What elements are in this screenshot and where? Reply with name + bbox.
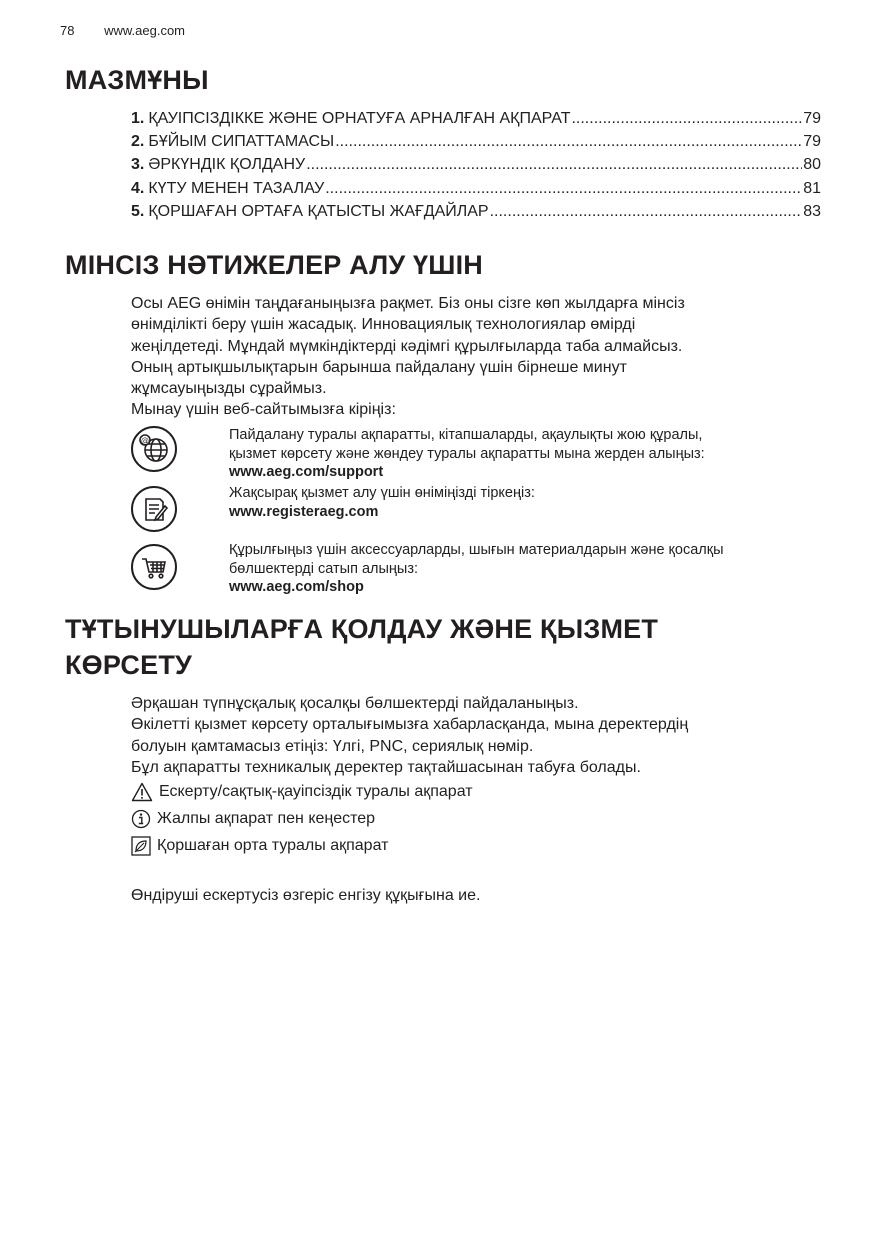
toc-item[interactable]: 3. ӘРКҮНДІК ҚОЛДАНУ ..... 80 (131, 156, 821, 179)
best-results-heading: МІНСІЗ НӘТИЖЕЛЕР АЛУ ҮШІН (65, 250, 484, 280)
header-url[interactable]: www.aeg.com (104, 23, 186, 38)
toc-heading: МАЗМҰНЫ (65, 65, 209, 95)
support-block: @ Пайдалану туралы ақпаратты, кітапшаларды, ақаулықты жою құралы, қызмет көрсету және жөндеу туралы ақпаратты мына жерден алыңыз: www.aeg.com/support (131, 426, 831, 506)
svg-text:@: @ (141, 436, 149, 445)
warning-icon (131, 782, 153, 802)
support-link[interactable]: www.aeg.com/support (229, 464, 384, 481)
customer-care-paragraph: Әрқашан түпнұсқалық қосалқы бөлшектерді пайдаланыңыз. Өкілетті қызмет көрсету орталығымызға хабарласқанда, мына деректердің болуын қамтамасыз етіңіз: Үлгі, PNC, сериялық нөмір. Бұл ақпаратты техникалық деректер тақтайшасынан табуға болады. (131, 695, 689, 776)
toc-item[interactable]: 4. КҮТУ МЕНЕН ТАЗАЛАУ ..... 81 (131, 180, 821, 203)
leaf-icon (131, 836, 151, 856)
info-icon (131, 809, 151, 829)
shop-block: Құрылғыңыз үшін аксессуарларды, шығын материалдарын және қосалқы бөлшектерді сатып алыңыз: www.aeg.com/shop (131, 541, 831, 621)
customer-care-heading: ТҰТЫНУШЫЛАРҒА ҚОЛДАУ ЖӘНЕ ҚЫЗМЕТ КӨРСЕТУ (65, 614, 659, 680)
register-link[interactable]: www.registeraeg.com (229, 503, 379, 520)
shop-link[interactable]: www.aeg.com/shop (229, 579, 364, 596)
table-of-contents (131, 110, 821, 226)
page-number: 78 (60, 23, 75, 38)
shopping-cart-icon (131, 544, 177, 590)
environment-legend: Қоршаған орта туралы ақпарат (131, 836, 388, 856)
info-legend: Жалпы ақпарат пен кеңестер (131, 809, 375, 829)
page-header (60, 23, 185, 38)
toc-item[interactable]: 2. БҰЙЫМ СИПАТТАМАСЫ ..... 79 (131, 133, 821, 156)
warning-legend: Ескерту/сақтық-қауіпсіздік туралы ақпарат (131, 782, 473, 802)
register-block: Жақсырақ қызмет алу үшін өніміңізді тіркеңіз: www.registeraeg.com (131, 484, 831, 564)
toc-item[interactable]: 1. ҚАУІПСІЗДІККЕ ЖӘНЕ ОРНАТУҒА АРНАЛҒАН АҚПАРАТ ..... 79 (131, 110, 821, 133)
intro-paragraph: Осы AEG өнімін таңдағаныңызға рақмет. Біз оны сізге көп жылдарға мінсіз өнімділікті беру үшін жасадық. Инновациялық технологиялар өмірді жеңілдетеді. Мұндай мүмкіндіктерді кәдімгі құрылғыларда таба алмайсыз. Оның артықшылықтарын барынша пайдалану үшін бірнеше минут жұмсауыңызды сұраймыз. Мынау үшін веб-сайтымызға кіріңіз: (131, 295, 685, 419)
globe-icon (131, 426, 177, 472)
manufacturer-note: Өндіруші ескертусіз өзгеріс енгізу құқығына ие. (131, 887, 481, 904)
register-form-icon (131, 486, 177, 532)
toc-item[interactable]: 5. ҚОРШАҒАН ОРТАҒА ҚАТЫСТЫ ЖАҒДАЙЛАР ..... 83 (131, 203, 821, 226)
